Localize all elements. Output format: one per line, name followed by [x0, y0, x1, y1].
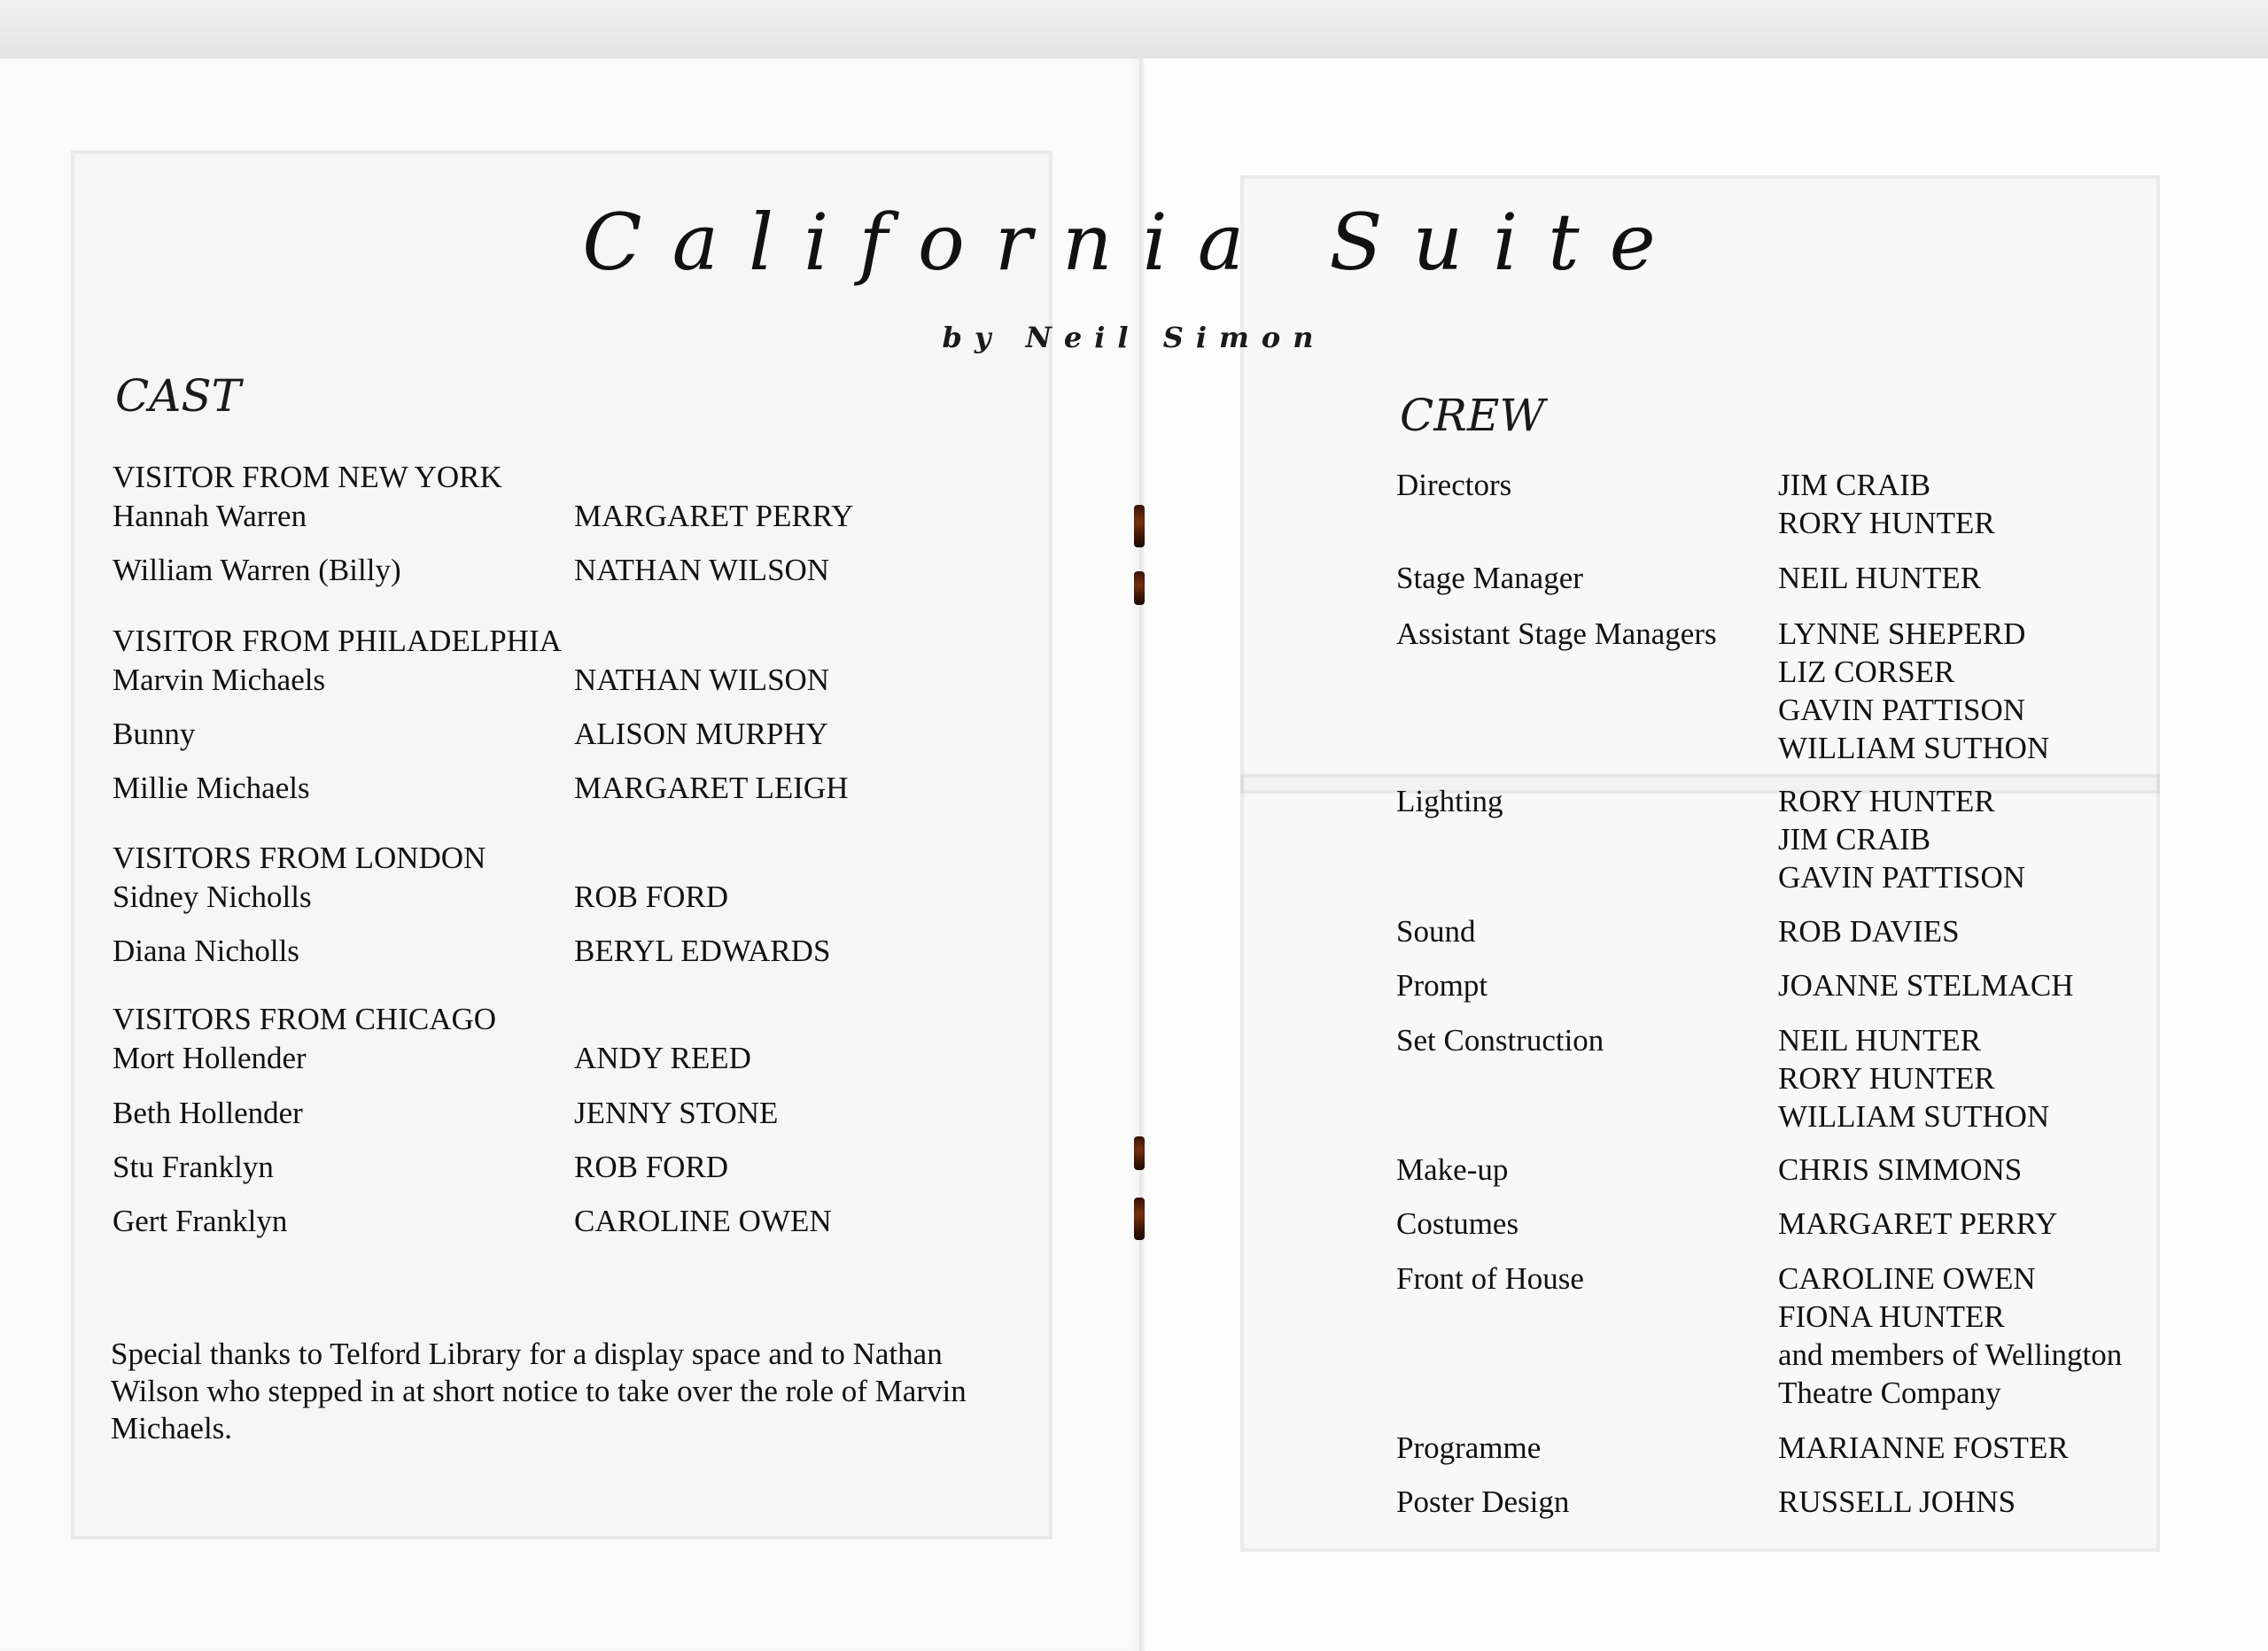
actor-name: JENNY STONE: [574, 1096, 779, 1130]
crew-role: Front of House: [1396, 1261, 1584, 1296]
crew-member-name: JIM CRAIB: [1778, 822, 1931, 857]
actor-name: MARGARET PERRY: [574, 499, 854, 533]
character-name: Mort Hollender: [113, 1041, 307, 1075]
crew-member-name: RUSSELL JOHNS: [1778, 1484, 2016, 1519]
crew-member-name: RORY HUNTER: [1778, 1061, 1995, 1096]
right-page: [1143, 58, 2268, 1651]
crew-member-name: NEIL HUNTER: [1778, 561, 1982, 595]
crew-role: Assistant Stage Managers: [1396, 616, 1717, 651]
booklet-spine: [1139, 58, 1145, 1651]
cast-section-heading: VISITORS FROM LONDON: [113, 841, 486, 875]
crew-member-name: GAVIN PATTISON: [1778, 860, 2026, 895]
character-name: Diana Nicholls: [113, 934, 299, 968]
crew-member-name: and members of Wellington: [1778, 1337, 2123, 1372]
crew-role: Lighting: [1396, 784, 1503, 818]
crew-role: Stage Manager: [1396, 561, 1583, 595]
actor-name: BERYL EDWARDS: [574, 934, 831, 968]
crew-member-name: ROB DAVIES: [1778, 914, 1960, 949]
character-name: Gert Franklyn: [113, 1204, 288, 1238]
scan-background: [0, 0, 2268, 58]
staple: [1134, 1136, 1145, 1170]
crew-role: Prompt: [1396, 968, 1488, 1003]
crew-role: Set Construction: [1396, 1023, 1604, 1058]
crew-member-name: JIM CRAIB: [1778, 468, 1931, 502]
crew-member-name: WILLIAM SUTHON: [1778, 731, 2050, 765]
character-name: William Warren (Billy): [113, 553, 401, 587]
crew-role: Directors: [1396, 468, 1512, 502]
cast-heading: CAST: [115, 370, 241, 422]
crew-member-name: JOANNE STELMACH: [1778, 968, 2074, 1003]
actor-name: NATHAN WILSON: [574, 663, 830, 697]
crew-member-name: MARGARET PERRY: [1778, 1206, 2058, 1241]
crew-member-name: FIONA HUNTER: [1778, 1299, 2005, 1334]
staple: [1134, 505, 1145, 547]
character-name: Bunny: [113, 717, 196, 751]
crew-heading: CREW: [1400, 390, 1545, 441]
character-name: Stu Franklyn: [113, 1150, 274, 1184]
staple: [1134, 571, 1145, 605]
crew-member-name: LIZ CORSER: [1778, 655, 1955, 689]
cast-section-heading: VISITOR FROM PHILADELPHIA: [113, 624, 562, 658]
actor-name: NATHAN WILSON: [574, 553, 830, 587]
special-thanks: Special thanks to Telford Library for a display space and to Nathan Wilson who stepped in at short notice to take over the role of Marvin Michaels.: [111, 1337, 967, 1446]
crew-member-name: WILLIAM SUTHON: [1778, 1099, 2050, 1134]
crew-role: Costumes: [1396, 1206, 1519, 1241]
crew-member-name: MARIANNE FOSTER: [1778, 1430, 2069, 1465]
actor-name: ALISON MURPHY: [574, 717, 828, 751]
crew-role: Poster Design: [1396, 1484, 1570, 1519]
character-name: Beth Hollender: [113, 1096, 303, 1130]
crew-member-name: RORY HUNTER: [1778, 506, 1995, 540]
programme-byline: by Neil Simon: [942, 321, 1326, 354]
crew-member-name: CHRIS SIMMONS: [1778, 1152, 2023, 1187]
character-name: Sidney Nicholls: [113, 880, 312, 914]
crew-role: Sound: [1396, 914, 1476, 949]
crew-member-name: RORY HUNTER: [1778, 784, 1995, 818]
actor-name: ANDY REED: [574, 1041, 751, 1075]
crew-member-name: NEIL HUNTER: [1778, 1023, 1982, 1058]
crew-member-name: LYNNE SHEPERD: [1778, 616, 2026, 651]
actor-name: MARGARET LEIGH: [574, 771, 849, 805]
crew-member-name: Theatre Company: [1778, 1376, 2001, 1410]
programme-title: California Suite: [582, 197, 1686, 288]
staple: [1134, 1198, 1145, 1240]
actor-name: CAROLINE OWEN: [574, 1204, 832, 1238]
character-name: Millie Michaels: [113, 771, 310, 805]
crew-member-name: CAROLINE OWEN: [1778, 1261, 2036, 1296]
cast-section-heading: VISITOR FROM NEW YORK: [113, 460, 502, 494]
character-name: Hannah Warren: [113, 499, 307, 533]
crew-member-name: GAVIN PATTISON: [1778, 693, 2026, 727]
actor-name: ROB FORD: [574, 1150, 729, 1184]
character-name: Marvin Michaels: [113, 663, 326, 697]
actor-name: ROB FORD: [574, 880, 729, 914]
cast-section-heading: VISITORS FROM CHICAGO: [113, 1002, 497, 1036]
crew-role: Programme: [1396, 1430, 1542, 1465]
crew-role: Make-up: [1396, 1152, 1509, 1187]
